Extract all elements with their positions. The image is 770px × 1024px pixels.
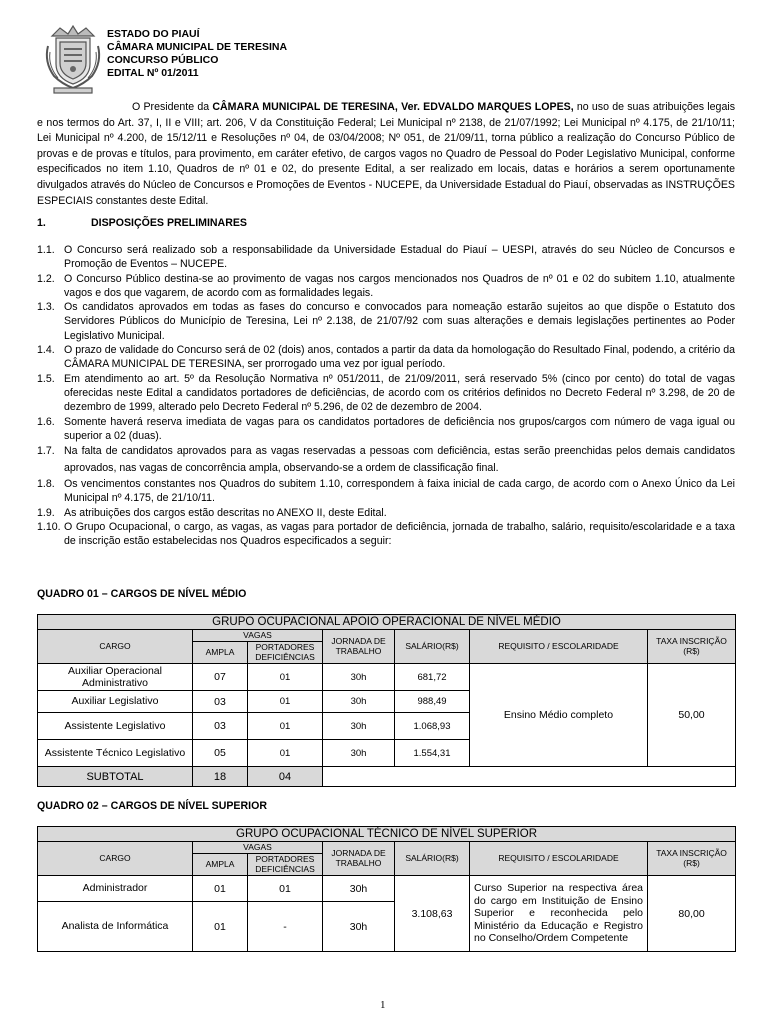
header-salario: SALÁRIO(R$) (395, 842, 470, 876)
subtotal-row: SUBTOTAL 18 04 (38, 767, 736, 787)
quadro1-title: QUADRO 01 – CARGOS DE NÍVEL MÉDIO (37, 588, 247, 600)
document-header (107, 28, 287, 80)
quadro2-requisito: Curso Superior na respectiva área do cargo em Instituição de Ensino Superior e reconhecida pelo Ministério da Educação e Registro no Conselho/Ordem Competente (470, 876, 648, 952)
header-vagas: VAGAS (193, 630, 323, 642)
header-taxa: TAXA INSCRIÇÃO (R$) (648, 630, 736, 664)
quadro1-group-header: GRUPO OCUPACIONAL APOIO OPERACIONAL DE NÍVEL MÉDIO (38, 615, 736, 630)
intro-paragraph: O Presidente da CÂMARA MUNICIPAL DE TERESINA, Ver. EDVALDO MARQUES LOPES, no uso de suas atribuições legais e nos termos do Art. 37, I, II e VIII; art. 206, V da Constituição Federal; Lei Municipal nº 2138, de 21/07/1992; Lei Municipal nº 4.175, de 21/10/11; Lei Municipal nº 4.200, de 15/12/11 e Resoluções nº 04, de 03/04/2008; Nº 051, de 21/09/11, torna público a realização do Concurso Público de provas e de provas e títulos, para provimento, em caráter efetivo, de cargos vagos no Quadro de Pessoal do Poder Legislativo Municipal, conforme especificados no item 1.10, Quadros de nº 01 e 02, do presente Edital, a ser realizado em locais, datas e horários a serem oportunamente divulgados através do Núcleo de Concursos e Promoções de Eventos - NUCEPE, da Universidade Estadual do Piauí, observadas as INSTRUÇÕES ESPECIAIS constantes deste Edital. (37, 101, 735, 207)
header-vagas: VAGAS (193, 842, 323, 854)
header-jornada: JORNADA DE TRABALHO (323, 842, 395, 876)
quadro1-requisito: Ensino Médio completo (470, 664, 648, 767)
header-requisito: REQUISITO / ESCOLARIDADE (470, 842, 648, 876)
page-number: 1 (380, 999, 386, 1011)
table-row: Analista de Informática 01 - 30h (38, 902, 736, 952)
list-item: 1.1. O Concurso será realizado sob a responsabilidade da Universidade Estadual do Piauí – UESPI, através do seu Núcleo de Concursos e Promoção de Eventos – NUCEPE. (37, 244, 735, 271)
preliminary-items-list (37, 243, 735, 549)
header-taxa: TAXA INSCRIÇÃO (R$) (648, 842, 736, 876)
section-title: 1. DISPOSIÇÕES PRELIMINARES (37, 217, 247, 229)
header-salario: SALÁRIO(R$) (395, 630, 470, 664)
list-item: 1.6. Somente haverá reserva imediata de vagas para os candidatos portadores de deficiência nos grupos/cargos com número de vaga igual ou superior a 02 (duas). (37, 415, 735, 442)
quadro1-table (37, 614, 736, 787)
list-item: 1.9. As atribuições dos cargos estão descritas no ANEXO II, deste Edital. (37, 506, 387, 519)
table-row: Auxiliar Operacional Administrativo 07 01 30h 681,72 Ensino Médio completo 50,00 (38, 664, 736, 691)
header-cargo: CARGO (38, 630, 193, 664)
header-portadores: PORTADORES DEFICIÊNCIAS (248, 854, 323, 876)
header-cargo: CARGO (38, 842, 193, 876)
list-item: 1.8. Os vencimentos constantes nos Quadros do subitem 1.10, correspondem à faixa inicial de cada cargo, de acordo com o Anexo Único da Lei Municipal nº 4.175, de 21/10/11. (37, 478, 735, 505)
table-row: Auxiliar Legislativo 03 01 30h 988,49 (38, 691, 736, 713)
list-item: 1.4. O prazo de validade do Concurso será de 02 (dois) anos, contados a partir da data da homologação do Resultado Final, podendo, a critério da CÂMARA MUNICIPAL DE TERESINA, ser prorrogado uma vez por igual período. (37, 344, 735, 371)
list-item: 1.5. Em atendimento ao art. 5º da Resolução Normativa nº 051/2011, de 21/09/2011, será reservado 5% (cinco por cento) do total de vagas oferecidas neste Edital a candidatos portadores de deficiências, de acordo com os critérios definidos no Decreto Federal nº 3.298, de 20 de dezembro de 1999, alterado pelo Decreto Federal nº 5.296, de 02 de dezembro de 2004. (37, 372, 735, 414)
header-chamber: CÂMARA MUNICIPAL DE TERESINA (107, 41, 288, 53)
table-row: Assistente Técnico Legislativo 05 01 30h 1.554,31 (38, 740, 736, 767)
table-row: Assistente Legislativo 03 01 30h 1.068,93 (38, 713, 736, 740)
quadro1-taxa: 50,00 (648, 664, 736, 767)
quadro2-title: QUADRO 02 – CARGOS DE NÍVEL SUPERIOR (37, 800, 267, 812)
header-ampla: AMPLA (193, 642, 248, 664)
intro-president-name: CÂMARA MUNICIPAL DE TERESINA, Ver. EDVALDO MARQUES LOPES, (212, 101, 574, 113)
header-requisito: REQUISITO / ESCOLARIDADE (470, 630, 648, 664)
quadro2-table (37, 826, 736, 952)
list-item: 1.3. Os candidatos aprovados em todas as fases do concurso e convocados para nomeação estarão sujeitos ao que dispõe o Estatuto dos Servidores Públicos do Município de Teresina, Lei nº 2.138, de 21/07/92 com suas alterações e demais legislações pertinentes ao Poder Legislativo Municipal. (37, 301, 735, 342)
quadro2-taxa: 80,00 (648, 876, 736, 952)
header-ampla: AMPLA (193, 854, 248, 876)
table-row: Administrador 01 01 30h 3.108,63 Curso Superior na respectiva área do cargo em Instituição de Ensino Superior e reconhecida pelo Ministério da Educação e Registro no Conselho/Ordem Competente 80,00 (38, 876, 736, 902)
list-item: 1.7. Na falta de candidatos aprovados para as vagas reservadas a pessoas com deficiência, estas serão preenchidas pelos demais candidatos aprovados, nas vagas de concorrência ampla, observando-se a ordem de classificação final. (37, 445, 735, 475)
quadro2-salario: 3.108,63 (395, 876, 470, 952)
quadro2-group-header: GRUPO OCUPACIONAL TÉCNICO DE NÍVEL SUPERIOR (38, 827, 736, 842)
header-contest: CONCURSO PÚBLICO (107, 54, 219, 66)
list-item: 1.2. O Concurso Público destina-se ao provimento de vagas nos cargos mencionados nos Quadros de nº 01 e 02 do subitem 1.10, atualmente vagos e dos que vagarem, de acordo com as formalidades legais. (37, 272, 735, 299)
coat-of-arms-emblem (42, 22, 104, 100)
list-item: 1.10. O Grupo Ocupacional, o cargo, as vagas, as vagas para portador de deficiência, jornada de trabalho, salário, requisito/escolaridade e a taxa de inscrição estão estabelecidas nos Quadros especificados a seguir: (37, 521, 735, 548)
header-jornada: JORNADA DE TRABALHO (323, 630, 395, 664)
header-state: ESTADO DO PIAUÍ (107, 28, 200, 40)
header-portadores: PORTADORES DEFICIÊNCIAS (248, 642, 323, 664)
header-edital-number: EDITAL Nº 01/2011 (107, 67, 199, 79)
